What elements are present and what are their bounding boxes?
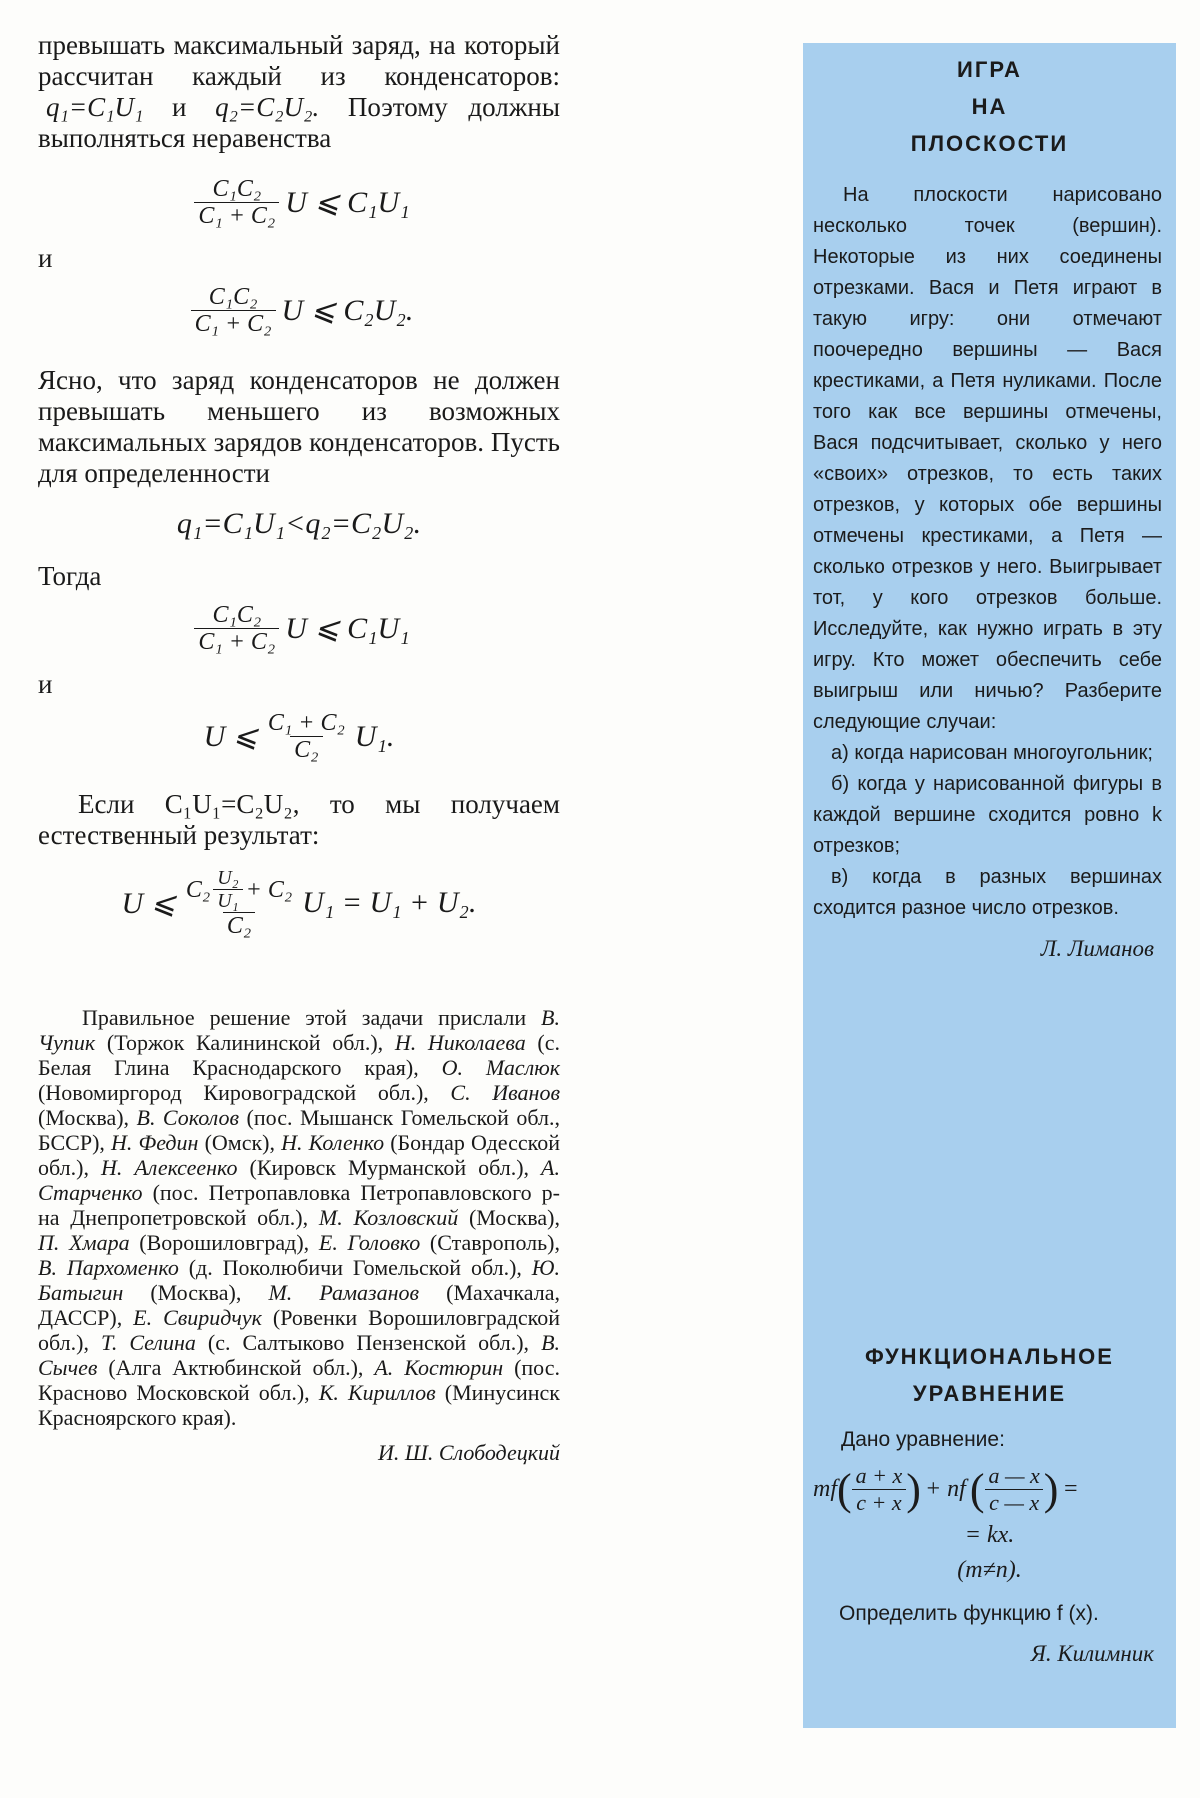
eq-b-num: a — x [988, 1463, 1040, 1488]
title2-line1: ФУНКЦИОНАЛЬНОЕ [865, 1344, 1114, 1369]
eq-m: mf [813, 1476, 837, 1502]
f6-num [182, 867, 296, 912]
eq-q2: q₂=C₂U₂. [215, 92, 320, 122]
formula-4 [38, 602, 560, 655]
formula-5 [38, 710, 560, 763]
credit-text: (д. Поколюбичи Гомельской обл.), [178, 1255, 532, 1280]
eq-rhs: = kx. [964, 1522, 1015, 1548]
credit-text: (Москва), [458, 1205, 560, 1230]
f1-rhs: U ⩽ C₁U₁ [285, 186, 410, 219]
credit-text: (пос. Мышанск Гомельской обл., БССР), [38, 1105, 560, 1155]
f6-inner-num: U₂ [217, 867, 239, 889]
credit-text: (Ставрополь), [420, 1230, 560, 1255]
problem-1-text: На плоскости нарисовано несколько точек (вершин). Некоторые из них соединены отрезками. Вася и Петя играют в такую игру: они отмечают поочередно вершины — Вася крестиками, а Петя нуликами. После того как все вершины отмечены, Вася подсчитывает, сколько у него «своих» отрезков, то есть таких отрезков, у которых обе вершины отмечены крестиками, а Петя — сколько отрезков у него. Выигрывает тот, у кого отрезков больше. Исследуйте, как нужно играть в эту игру. Кто может обеспечить себе выигрыш или ничью? Разберите следующие случаи: [813, 184, 1162, 733]
credit-name: М. Козловский [318, 1205, 459, 1230]
credit-name: А. Старченко [38, 1155, 560, 1205]
problem-1-title [803, 43, 1176, 162]
signature-left: И. Ш. Слободецкий [377, 1440, 560, 1465]
credit-name: Н. Коленко [281, 1130, 385, 1155]
formula-2 [38, 284, 560, 337]
credit-name: М. Рамазанов [268, 1280, 420, 1305]
credit-name: В. Пархоменко [38, 1255, 179, 1280]
credit-text: (Минусинск Красноярского края). [38, 1380, 560, 1430]
f6-inner-den: U₁ [213, 889, 242, 912]
f6-num-prefix: C₂ [185, 876, 211, 903]
problem-2 [803, 1338, 1176, 1667]
f5-rhs: U₁. [354, 719, 395, 753]
f1-den: C₁ + C₂ [194, 202, 279, 229]
credit-text: (Москва), [38, 1105, 137, 1130]
credit-name: Е. Головко [318, 1230, 421, 1255]
paragraph-2: Ясно, что заряд конденсаторов не должен превышать меньшего из возможных максимальных зарядов конденсаторов. Пусть для определенности [38, 365, 560, 488]
formula-3 [38, 507, 560, 541]
paragraph-3: Если C₁U₁=C₂U₂, то мы получаем естественный результат: [38, 789, 560, 850]
credit-text: (пос. Петропавловка Петропавловского р-на Днепропетровской обл.), [38, 1180, 560, 1230]
f2-num: C₁C₂ [208, 284, 258, 310]
f1-num: C₁C₂ [212, 176, 262, 202]
credit-text: Правильное решение этой задачи прислали [82, 1005, 542, 1030]
title1-line3: ПЛОСКОСТИ [910, 131, 1069, 156]
problem-1-item-a: а) когда нарисован многоугольник; [831, 742, 1153, 764]
credit-text: (Торжок Калининской обл.), [95, 1030, 395, 1055]
eq-condition: (m≠n). [957, 1557, 1022, 1583]
f6-den: C₂ [223, 912, 255, 939]
credit-text: (Омск), [198, 1130, 282, 1155]
title1-line1: ИГРА [957, 57, 1022, 82]
and-2: и [38, 669, 53, 699]
f4-rhs: U ⩽ C₁U₁ [285, 612, 410, 645]
credit-name: В. Сычев [38, 1330, 561, 1380]
credit-text: (с. Белая Глина Краснодарского края), [38, 1030, 560, 1080]
article-left-column [38, 30, 560, 1466]
f6-lhs: U ⩽ [121, 886, 176, 920]
signature-limanov: Л. Лиманов [1040, 936, 1154, 961]
credit-text: (Москва), [123, 1280, 269, 1305]
credit-name: К. Кириллов [318, 1380, 436, 1405]
credit-name: П. Хмара [38, 1230, 130, 1255]
intro-and: и [172, 92, 187, 122]
f5-lhs: U ⩽ [203, 720, 258, 753]
title1-line2: НА [971, 94, 1008, 119]
and-1: и [38, 243, 53, 273]
eq-b-den: c — x [985, 1489, 1043, 1516]
problem-1-item-c: в) когда в разных вершинах сходится разное число отрезков. [813, 866, 1162, 919]
functional-equation: mf ( $\frac{a + x}{c + x}$ ) + nf ( $\frac{a — x}{c — x}$ ) = [813, 1463, 1079, 1515]
credit-name: Е. Свиридчук [133, 1305, 262, 1330]
credit-name: Н. Николаева [394, 1030, 526, 1055]
f6-num-suffix: + C₂ [245, 876, 293, 903]
credit-name: Н. Федин [111, 1130, 199, 1155]
formula-6 [38, 867, 560, 939]
eq-equals: = [1062, 1476, 1079, 1502]
intro-cont: Поэтому должны выполняться неравенства [38, 92, 561, 153]
f6-rhs: U₁ = U₁ + U₂. [302, 886, 477, 919]
credit-text: (Ворошиловград), [129, 1230, 319, 1255]
credits-list [38, 1005, 560, 1430]
credit-text: (с. Салтыково Пензенской обл.), [195, 1330, 542, 1355]
eq-plus: + nf [924, 1476, 966, 1502]
f5-num: C₁ + C₂ [267, 710, 345, 736]
problem-1-item-b: б) когда у нарисованной фигуры в каждой вершине сходится ровно k отрезков; [813, 773, 1162, 857]
credit-name: Н. Алексеенко [100, 1155, 238, 1180]
f2-rhs: U ⩽ C₂U₂. [281, 294, 414, 327]
formula-1 [38, 176, 560, 229]
credit-name: Ю. Батыгин [38, 1255, 561, 1305]
f3: q₁=C₁U₁<q₂=C₂U₂. [176, 507, 422, 540]
credit-text: (Алга Актюбинской обл.), [97, 1355, 375, 1380]
credit-text: (Новомиргород Кировоградской обл.), [38, 1080, 451, 1105]
f2-den: C₁ + C₂ [191, 310, 276, 337]
credit-name: А. Костюрин [374, 1355, 504, 1380]
credit-text: (пос. Красново Московской обл.), [38, 1355, 560, 1405]
intro-text: превышать максимальный заряд, на который рассчитан каждый из конденсаторов: [38, 30, 560, 91]
task-text: Определить функцию f (x). [839, 1602, 1099, 1625]
credit-text: (Бондар Одесской обл.), [38, 1130, 560, 1180]
f5-den: C₂ [290, 736, 322, 763]
f4-den: C₁ + C₂ [194, 628, 279, 655]
sidebar-problems-box [803, 43, 1176, 1728]
credit-name: О. Маслюк [441, 1055, 561, 1080]
eq-q1: q₁=C₁U₁ [46, 92, 144, 122]
credit-name: С. Иванов [450, 1080, 560, 1105]
credit-text: (Кировск Мурманской обл.), [237, 1155, 542, 1180]
credit-text: (Махачкала, ДАССР), [38, 1280, 560, 1330]
credit-text: (Ровенки Ворошиловградской обл.), [38, 1305, 560, 1355]
given-text: Дано уравнение: [841, 1428, 1005, 1451]
credit-name: В. Соколов [136, 1105, 240, 1130]
credit-name: Т. Селина [100, 1330, 196, 1355]
eq-a-den: c + x [852, 1489, 905, 1516]
then-word: Тогда [38, 561, 102, 591]
credit-name: В. Чупик [38, 1005, 560, 1055]
title2-line2: УРАВНЕНИЕ [912, 1381, 1067, 1406]
eq-a-num: a + x [855, 1463, 903, 1488]
paragraph-intro [38, 30, 560, 154]
f4-num: C₁C₂ [212, 602, 262, 628]
signature-kilimnik: Я. Килимник [1030, 1641, 1154, 1666]
